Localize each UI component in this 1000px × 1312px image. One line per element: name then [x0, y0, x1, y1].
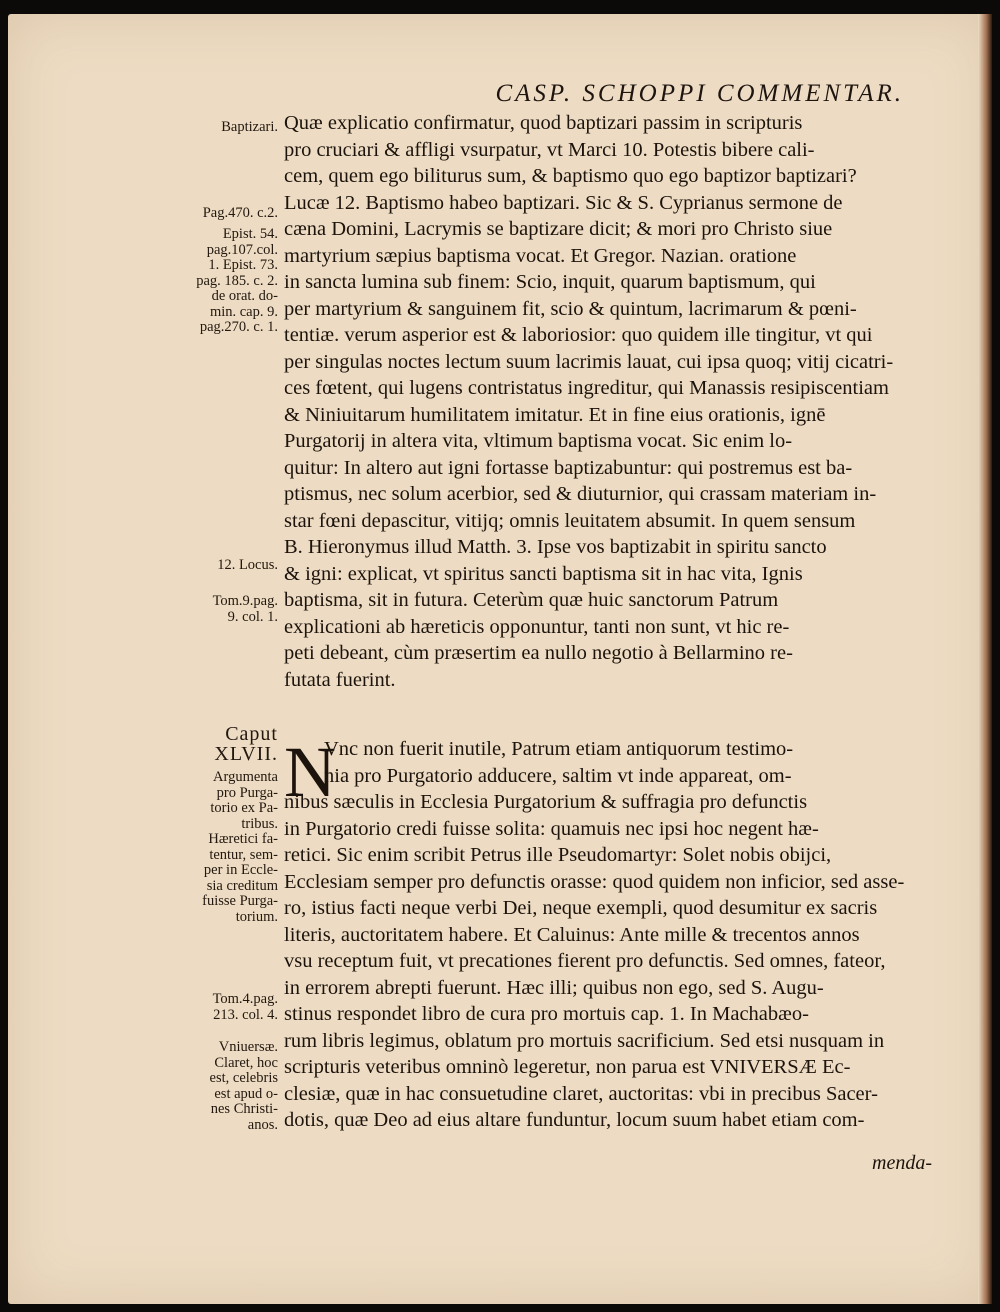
catchword: menda-: [872, 1152, 932, 1174]
margin-note-tom4: Tom.4.pag. 213. col. 4.: [212, 991, 278, 1023]
text-line: dotis, quæ Deo ad eius altare funduntur, locum suum habet etiam com-: [284, 1109, 865, 1131]
text-line: retici. Sic enim scribit Petrus ille Pseudomartyr: Solet nobis obijci,: [284, 844, 832, 866]
text-line: Quæ explicatio confirmatur, quod baptizari passim in scripturis: [284, 112, 803, 134]
drop-cap: N: [284, 732, 336, 812]
text-line: futata fuerint.: [284, 668, 396, 691]
text-line: tentiæ. verum asperior est & laboriosior: quo quidem ille tingitur, vt qui: [284, 324, 873, 346]
text-line: per singulas noctes lectum suum lacrimis lauat, cui ipsa quoq; vitij cicatri-: [284, 350, 894, 373]
text-line: B. Hieronymus illud Matth. 3. Ipse vos baptizabit in spiritu sancto: [284, 536, 827, 558]
text-line: & Niniuitarum humilitatem imitatur. Et in fine eius orationis, ignē: [284, 403, 826, 426]
text-line: star fœni depascitur, vitijq; omnis leuitatem absumit. In quem sensum: [284, 509, 856, 532]
text-line: in sancta lumina sub finem: Scio, inquit, quarum baptismum, qui: [284, 271, 816, 293]
text-line: per martyrium & sanguinem fit, scio & quintum, lacrimarum & pœni-: [284, 297, 857, 320]
text-line: stinus respondet libro de cura pro mortuis cap. 1. In Machabæo-: [284, 1003, 809, 1025]
paragraph-2: [284, 732, 952, 1134]
text-line: in Purgatorio credi fuisse solita: quamuis nec ipsi hoc negent hæ-: [284, 817, 819, 840]
text-line: rum libris legimus, oblatum pro mortuis sacrificium. Sed etsi nusquam in: [284, 1029, 885, 1052]
text-line: Ecclesiam semper pro defunctis orasse: quod quidem non inficior, sed asse-: [284, 870, 905, 893]
text-line: nibus sæculis in Ecclesia Purgatorium & suffragia pro defunctis: [284, 791, 808, 813]
text-line: ro, istius facti neque verbi Dei, neque exempli, quod desumitur ex sacris: [284, 897, 878, 919]
chapter-heading: Caput XLVII.: [214, 723, 278, 765]
text-line: scripturis veteribus omninò legeretur, non parua est VNIVERSÆ Ec-: [284, 1056, 851, 1078]
text-line: ptismus, nec solum acerbior, sed & diuturnior, qui crassam materiam in-: [284, 483, 877, 505]
margin-note-baptizari: Baptizari.: [221, 119, 278, 135]
text-line: Lucæ 12. Baptismo habeo baptizari. Sic & S. Cyprianus sermone de: [284, 191, 843, 214]
margin-note-tom9: Tom.9.pag. 9. col. 1.: [212, 593, 278, 625]
text-line: quitur: In altero aut igni fortasse baptizabuntur: qui postremus est ba-: [284, 456, 853, 479]
running-title: CASP. SCHOPPI COMMENTAR.: [495, 80, 904, 107]
book-page: [8, 14, 992, 1304]
text-line: literis, auctoritatem habere. Et Caluinus: Ante mille & trecentos annos: [284, 923, 860, 946]
text-line: cæna Domini, Lacrymis se baptizare dicit; & mori pro Christo siue: [284, 218, 833, 240]
text-line: Vnc non fuerit inutile, Patrum etiam antiquorum testimo-: [324, 738, 794, 760]
text-line: pro cruciari & affligi vsurpatur, vt Marci 10. Potestis bibere cali-: [284, 138, 815, 161]
text-line: & igni: explicat, vt spiritus sancti baptisma sit in hac vita, Ignis: [284, 562, 803, 585]
text-line: Purgatorij in altera vita, vltimum baptisma vocat. Sic enim lo-: [284, 430, 793, 452]
margin-note-argumenta: Argumenta pro Purga- torio ex Pa- tribus. Hæretici fa- tentur, sem- per in Eccle- sia creditum fuisse Purga- torium.: [202, 769, 278, 925]
text-line: cem, quem ego biliturus sum, & baptismo quo ego baptizor baptizari?: [284, 165, 857, 187]
paragraph-1: [284, 110, 952, 693]
text-line: baptisma, sit in futura. Ceterùm quæ huic sanctorum Patrum: [284, 589, 779, 611]
text-line: martyrium sæpius baptisma vocat. Et Gregor. Nazian. oratione: [284, 244, 797, 267]
margin-notes: [8, 14, 288, 1304]
margin-note-pag470: Pag.470. c.2.: [202, 205, 278, 221]
text-line: peti debeant, cùm præsertim ea nullo negotio à Bellarmino re-: [284, 642, 793, 664]
text-line: in errorem abrepti fuerunt. Hæc illi; quibus non ego, sed S. Augu-: [284, 976, 824, 999]
margin-note-epist: Epist. 54. pag.107.col. 1. Epist. 73. pag. 185. c. 2. de orat. do- min. cap. 9. pag.270. c. 1.: [196, 226, 278, 335]
margin-note-locus: 12. Locus.: [217, 557, 278, 573]
text-line: ces fœtent, qui lugens contristatus ingreditur, qui Manassis resipiscentiam: [284, 377, 889, 399]
text-line: clesiæ, quæ in hac consuetudine claret, auctoritas: vbi in precibus Sacer-: [284, 1082, 878, 1105]
text-line: vsu receptum fuit, vt precationes fierent pro defunctis. Sed omnes, fateor,: [284, 950, 886, 972]
text-line: nia pro Purgatorio adducere, saltim vt inde appareat, om-: [324, 764, 792, 787]
page-gutter: [978, 14, 992, 1304]
margin-note-vniuersae: Vniuersæ. Claret, hoc est, celebris est apud o- nes Christi- anos.: [209, 1039, 278, 1133]
text-line: explicationi ab hæreticis opponuntur, tanti non sunt, vt hic re-: [284, 615, 790, 638]
